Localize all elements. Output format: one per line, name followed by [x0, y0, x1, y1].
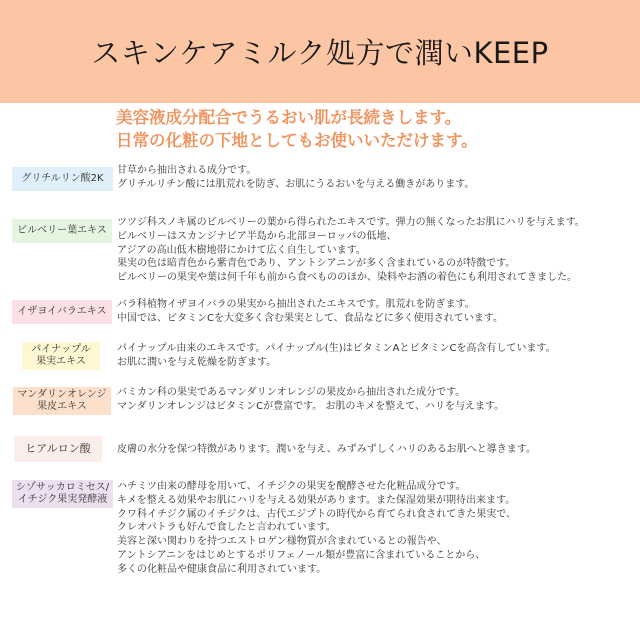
ingredient-description: 皮膚の水分を保つ特徴があります。潤いを与え、みずみずしくハリのあるお肌へと導きます。 [117, 444, 536, 455]
intro-line-2: 日常の化粧の下地としてもお使いいただけます。 [116, 131, 478, 150]
ingredient-badge: マンダリンオレンジ 果皮エキス [13, 387, 111, 415]
ingredient-badge: シゾサッカロミセス/ イチジク果実発酵液 [12, 480, 113, 508]
ingredient-description: ハチミツ由来の酵母を用いて、イチジクの果実を醗酵させた化粧品成分です。 キメを整える効果やお肌にハリを与える効果があります。また保湿効果が期待出来ます。 クワ科イチジク属のイチジクは、古代エジプトの時代から育てられ食されてきた果実で、 クレオパトラも好んで食したと言われています。 美容と深い関わりを持つエストロゲン様物質が含まれているとの報告や、 アントシアニンをはじめとするポリフェノール類が豊富に含まれていることから、 多くの化粧品や健康食品に利用されています。 [117, 481, 516, 575]
intro-text [116, 106, 636, 152]
ingredient-badge: イザヨイバラエキス [12, 300, 112, 324]
header-banner [0, 0, 640, 103]
ingredient-badge: ヒアルロン酸 [14, 436, 102, 462]
ingredient-badge: グリチルリン酸2K [12, 167, 113, 191]
ingredient-description: ツツジ科スノキ属のビルベリーの葉から得られたエキスです。弾力の無くなったお肌にハリを与えます。 ビルベリーはスカンジナビア半島から北部ヨーロッパの低地、 アジアの高山低木樹地帯にかけて広く自生しています。 果実の色は暗青色から紫青色であり、アントシアニンが多く含まれているのが特徴です。 ビルベリーの果実や葉は何千年も前から食べもののほか、染料やお酒の着色にも利用されてきました。 [117, 217, 585, 284]
ingredient-description: バラ科植物イザヨイバラの果実から抽出されたエキスです。肌荒れを防ぎます。 中国では、ビタミンCを大変多く含む果実として、食品などに多く使用されています。 [117, 299, 503, 324]
page-title: スキンケアミルク処方で潤いKEEP [91, 36, 549, 70]
ingredient-description: バミカン科の果実であるマンダリンオレンジの果皮から抽出された成分です。 マンダリンオレンジはビタミンCが豊富です。 お肌のキメを整えて、ハリを与えます。 [117, 387, 505, 412]
ingredient-badge: ビルベリー葉エキス [12, 219, 112, 243]
ingredient-description: パイナップル由来のエキスです。パイナップル(生)はビタミンAとビタミンCを高含有しています。 お肌に潤いを与え乾燥を防ぎます。 [117, 343, 556, 368]
ingredient-description: 甘草から抽出される成分です。 グリチルリチン酸には肌荒れを防ぎ、お肌にうるおいを与える働きがあります。 [117, 165, 475, 190]
intro-line-1: 美容液成分配合でうるおい肌が長続きします。 [116, 108, 462, 127]
ingredient-badge: パイナップル 果実エキス [22, 342, 100, 370]
